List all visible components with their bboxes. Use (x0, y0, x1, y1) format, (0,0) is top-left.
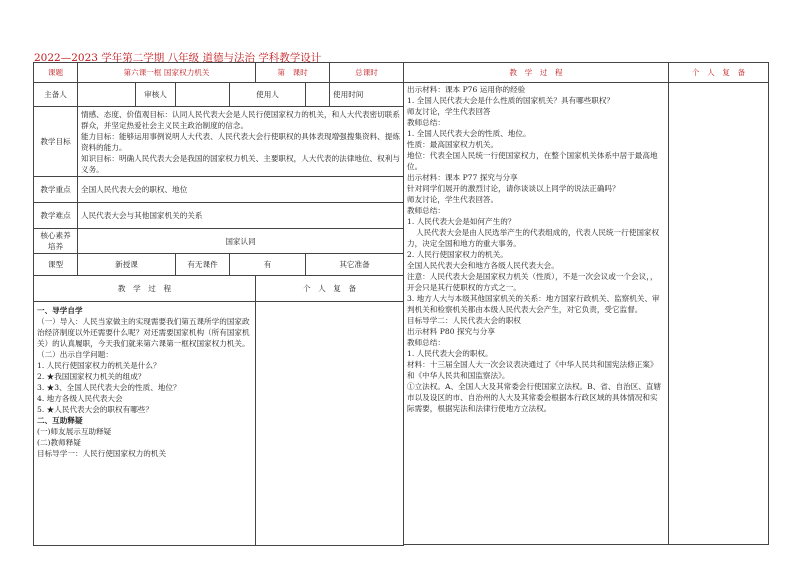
goals-label: 教学目标 (34, 107, 78, 177)
courseware-label: 有无课件 (176, 254, 230, 276)
difficulty-label: 教学难点 (34, 203, 78, 229)
goals-content (78, 107, 404, 177)
body-line: 目标导学二：人民代表大会的职权 (407, 316, 521, 325)
courseware-value: 有 (230, 254, 306, 276)
goal-ability: 能力目标：能够运用事例说明人大代表、人民代表大会行使职权的具体表现增强搜集资料、提炼资料的能力。 (81, 131, 400, 152)
topic-value: 第六课一框 国家权力机关 (78, 63, 256, 83)
literacy-value: 国家认同 (78, 229, 404, 254)
body-line: 师友讨论，学生代表回答 (407, 107, 491, 116)
body-line: 教师总结： (407, 118, 445, 127)
key-point-value: 全国人民代表大会的职权、地位 (78, 177, 404, 203)
preparer-value (78, 83, 136, 107)
body-line: 教师总结： (407, 338, 445, 347)
body-line: 目标导学一：人民行使国家权力的机关 (37, 449, 167, 458)
body-line: 2. 人民行使国家权力的机关。 (407, 250, 508, 259)
body-line: 出示材料：课本 P76 运用你的经验 (407, 85, 526, 94)
process-header: 教 学 过 程 (404, 63, 669, 83)
body-line: 材料：十三届全国人大一次会议表决通过了《中华人民共和国宪法修正案》和《中华人民共和国监察法》。 (407, 360, 658, 380)
body-line: 出示材料：课本 P77 探究与分享 (407, 173, 518, 182)
total-periods-label: 总课时 (330, 63, 404, 83)
review-header: 个 人 复 备 (669, 63, 769, 83)
body-line: 5. ★人民代表大会的职权有哪些？ (37, 405, 153, 414)
body-line: 针对同学们展开的激烈讨论，请你谈谈以上同学的说法正确吗？ (407, 184, 620, 193)
section-heading: 一、导学自学 (37, 306, 83, 315)
body-line: ①立法权。A、全国人大及其常委会行使国家立法权。B、省、自治区、直辖市以及设区的市、自治州的人大及其常委会根据本行政区域的具体情况和实际需要，根据宪法和法律行使地方立法权。 (407, 382, 662, 413)
header-subject: 道德与法治 (202, 52, 255, 64)
guided-study-content (34, 302, 256, 546)
user-label: 使用人 (230, 83, 306, 107)
body-line: 1. 全国人民代表大会是什么性质的国家机关？具有哪些职权？ (407, 96, 615, 105)
section-heading: 二、互助释疑 (37, 416, 83, 425)
header-year: 2022—2023 学年第二学期 (34, 52, 165, 64)
body-line: 1. 人民代表大会是如何产生的？ (407, 217, 516, 226)
body-line: 地位：代表全国人民统一行使国家权力，在整个国家机关体系中居于最高地位。 (407, 151, 658, 171)
body-line: 教师总结： (407, 206, 445, 215)
body-line: 师友讨论，学生代表回答。 (407, 195, 499, 204)
header-grade-suffix: 年级 (178, 52, 200, 64)
body-line: 出示材料 P80 探究与分享 (407, 327, 495, 336)
course-type-label: 课型 (34, 254, 78, 276)
body-line: (二)教师释疑 (37, 438, 81, 447)
body-line: (一)师友展示互助释疑 (37, 427, 112, 436)
right-review-cell (669, 83, 769, 545)
reviewer-value (176, 83, 230, 107)
lesson-plan-left-table (33, 62, 404, 546)
body-line: 1. 人民代表大会的职权。 (407, 349, 493, 358)
body-line: 性质：最高国家权力机关。 (407, 140, 499, 149)
goal-affective: 情感、态度、价值观目标：认同人民代表大会是人民行使国家权力的机关，和人大代表密切联系群众，并坚定热爱社会主义民主政治制度的信念。 (81, 109, 400, 130)
literacy-label: 核心素养培养 (34, 229, 78, 254)
process-subheader: 教 学 过 程 (34, 276, 256, 302)
user-value (306, 83, 330, 107)
body-line: （一）导入：人民当家做主的实现需要我们第五课所学的国家政治经济制度以外还需要什么呢？对还需要国家机构（所有国家机关）的认真履职，今天我们就来第六课第一框权国家权力机关。 (37, 317, 250, 348)
key-point-label: 教学重点 (34, 177, 78, 203)
body-line: 2. ★我国国家权力机关的组成？ (37, 372, 146, 381)
body-line: 3. ★3、全国人民代表大会的性质、地位？ (37, 383, 181, 392)
difficulty-value: 人民代表大会与其他国家机关的关系 (78, 203, 404, 229)
other-prep-label: 其它准备 (306, 254, 404, 276)
body-line: 4. 地方各级人民代表大会 (37, 394, 123, 403)
review-subheader: 个 人 复 备 (256, 276, 404, 302)
course-type-value: 新授课 (78, 254, 176, 276)
topic-label: 课题 (34, 63, 78, 83)
period-label: 第 课时 (256, 63, 330, 83)
preparer-label: 主备人 (34, 83, 78, 107)
body-line: 注意：人民代表大会是国家权力机关（性质），不是一次会议或一个会议，，开会只是其行使职权的方式之一。 (407, 272, 658, 292)
reviewer-label: 审核人 (136, 83, 176, 107)
header-grade: 八 (167, 52, 179, 64)
body-line: 全国人民代表大会和地方各级人民代表大会。 (407, 261, 559, 270)
left-review-cell (256, 302, 404, 546)
body-line: 1. 人民行使国家权力的机关是什么？ (37, 361, 161, 370)
lesson-plan-right-table (403, 62, 769, 545)
body-line: （二）出示自学问题： (37, 350, 113, 359)
body-line: 1. 全国人民代表大会的性质、地位。 (407, 129, 531, 138)
body-line: 人民代表大会是由人民选举产生的代表组成的，代表人民统一行使国家权力，决定全国和地方的重大事务。 (407, 228, 660, 248)
header-suffix: 学科教学设计 (258, 52, 322, 64)
body-line: 3. 地方人大与本级其他国家机关的关系：地方国家行政机关、监察机关、审判机关和检察机关都由本级人民代表大会产生，对它负责，受它监督。 (407, 294, 660, 314)
teaching-process-content (404, 83, 669, 545)
use-time-label: 使用时间 (330, 83, 404, 107)
goal-knowledge: 知识目标：明确人民代表大会是我国的国家权力机关、主要职权，人大代表的法律地位、权利与义务。 (81, 153, 400, 174)
